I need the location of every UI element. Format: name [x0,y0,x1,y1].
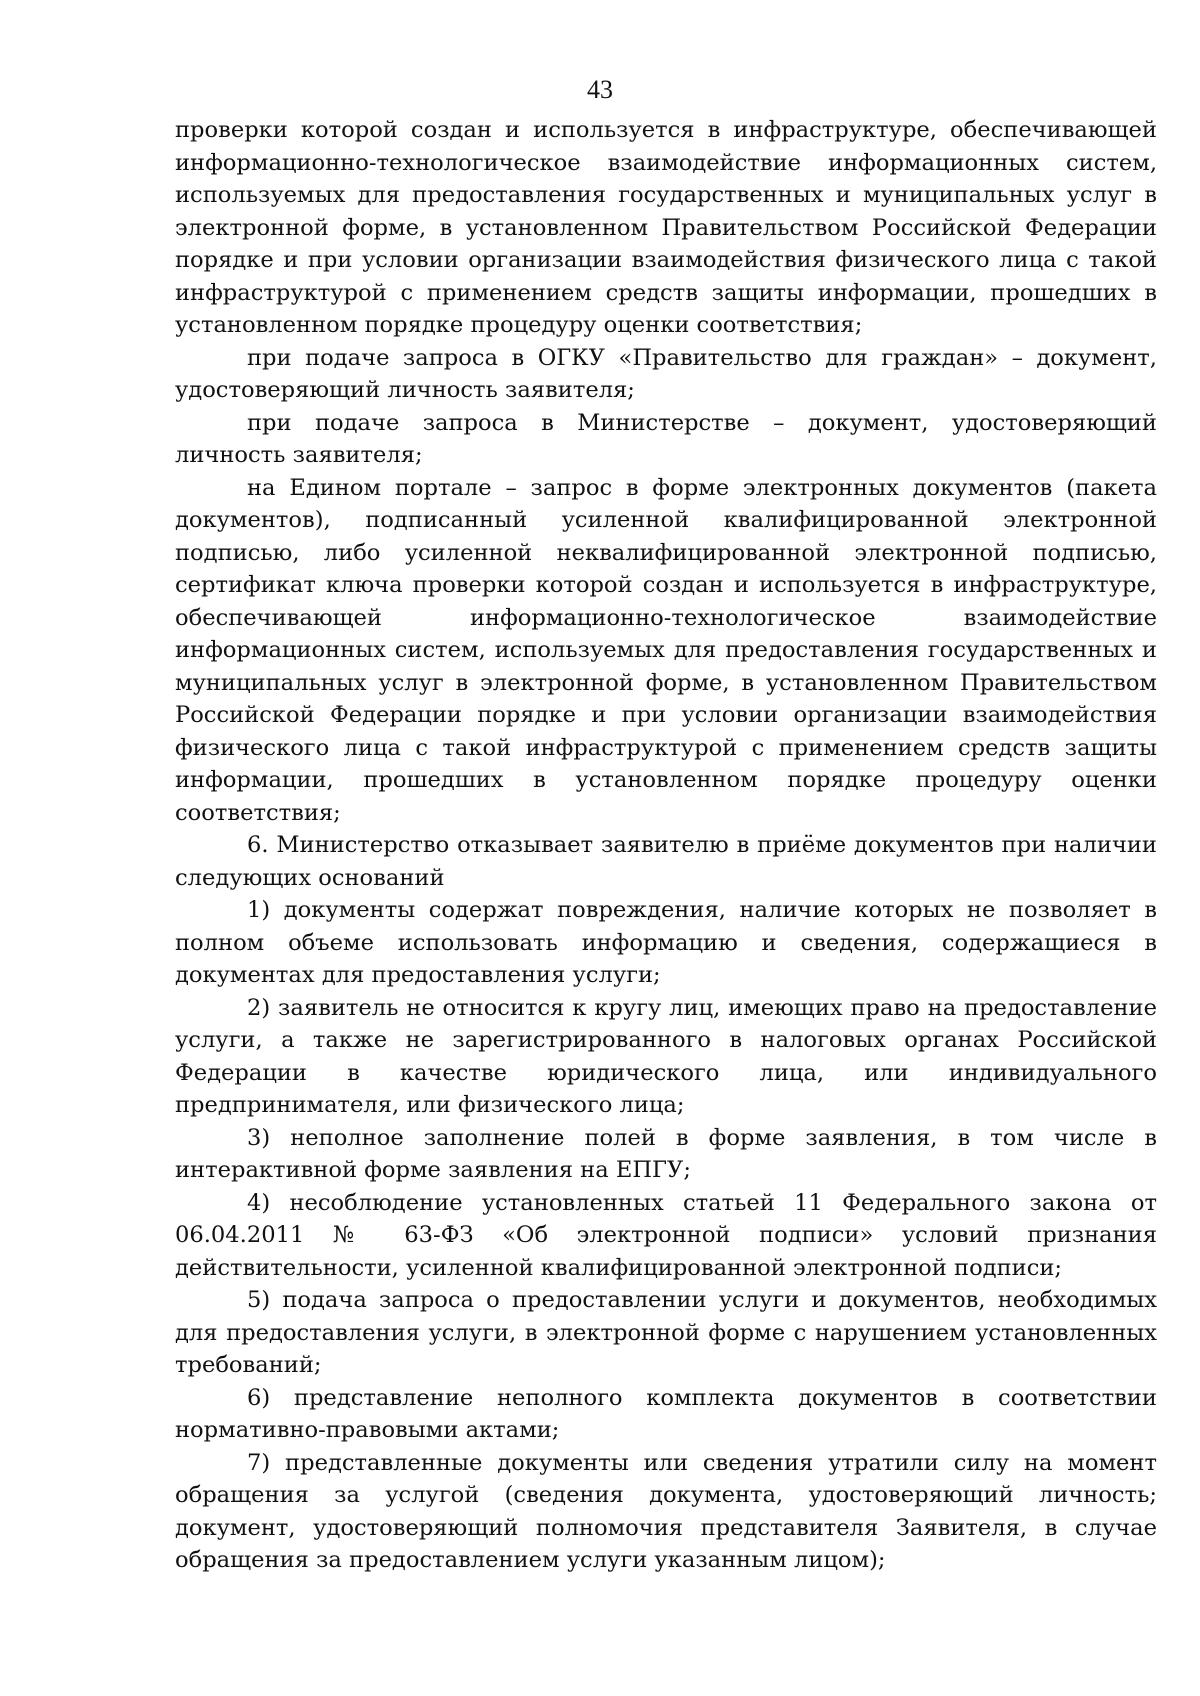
paragraph: проверки которой создан и используется в инфраструктуре, обеспечивающей информационно-технологическое взаимодействие информационных систем, используемых для предоставления государственных и муниципальных услуг в электронной форме, в установленном Правительством Российской Федерации порядке и при условии организации взаимодействия физического лица с такой инфраструктурой с применением средств защиты информации, прошедших в установленном порядке процедуру оценки соответствия; [175,117,1157,338]
paragraph: 6. Министерство отказывает заявителю в приёме документов при наличии следующих оснований [175,832,1157,891]
list-item: 3) неполное заполнение полей в форме заявления, в том числе в интерактивной форме заявления на ЕПГУ; [175,1124,1157,1183]
list-item: 5) подача запроса о предоставлении услуги и документов, необходимых для предоставления услуги, в электронной форме с нарушением установленных требований; [175,1287,1157,1378]
list-item: 2) заявитель не относится к кругу лиц, имеющих право на предоставление услуги, а также не зарегистрированного в налоговых органах Российской Федерации в качестве юридического лица, или индивидуального предпринимателя, или физического лица; [175,994,1157,1118]
paragraph: на Едином портале – запрос в форме электронных документов (пакета документов), подписанный усиленной квалифицированной электронной подписью, либо усиленной неквалифицированной электронной подписью, сертификат ключа проверки которой создан и используется в инфраструктуре, обеспечивающей информационно-технологическое взаимодействие информационных систем, используемых для предоставления государственных и муниципальных услуг в электронной форме, в установленном Правительством Российской Федерации порядке и при условии организации взаимодействия физического лица с такой инфраструктурой с применением средств защиты информации, прошедших в установленном порядке процедуру оценки соответствия; [175,474,1157,826]
list-item: 7) представленные документы или сведения утратили силу на момент обращения за услугой (сведения документа, удостоверяющий личность; документ, удостоверяющий полномочия представителя Заявителя, в случае обращения за предоставлением услуги указанным лицом); [175,1449,1157,1573]
paragraph: при подаче запроса в ОГКУ «Правительство для граждан» – документ, удостоверяющий личность заявителя; [175,344,1157,403]
page-number: 43 [587,75,613,104]
list-item: 1) документы содержат повреждения, наличие которых не позволяет в полном объеме использовать информацию и сведения, содержащиеся в документах для предоставления услуги; [175,897,1157,988]
list-item: 6) представление неполного комплекта документов в соответствии нормативно-правовыми актами; [175,1384,1157,1443]
document-body [175,114,1157,1577]
paragraph: при подаче запроса в Министерстве – документ, удостоверяющий личность заявителя; [175,409,1157,468]
list-item: 4) несоблюдение установленных статьей 11 Федерального закона от 06.04.2011 № 63-ФЗ «Об электронной подписи» условий признания действительности, усиленной квалифицированной электронной подписи; [175,1189,1157,1281]
